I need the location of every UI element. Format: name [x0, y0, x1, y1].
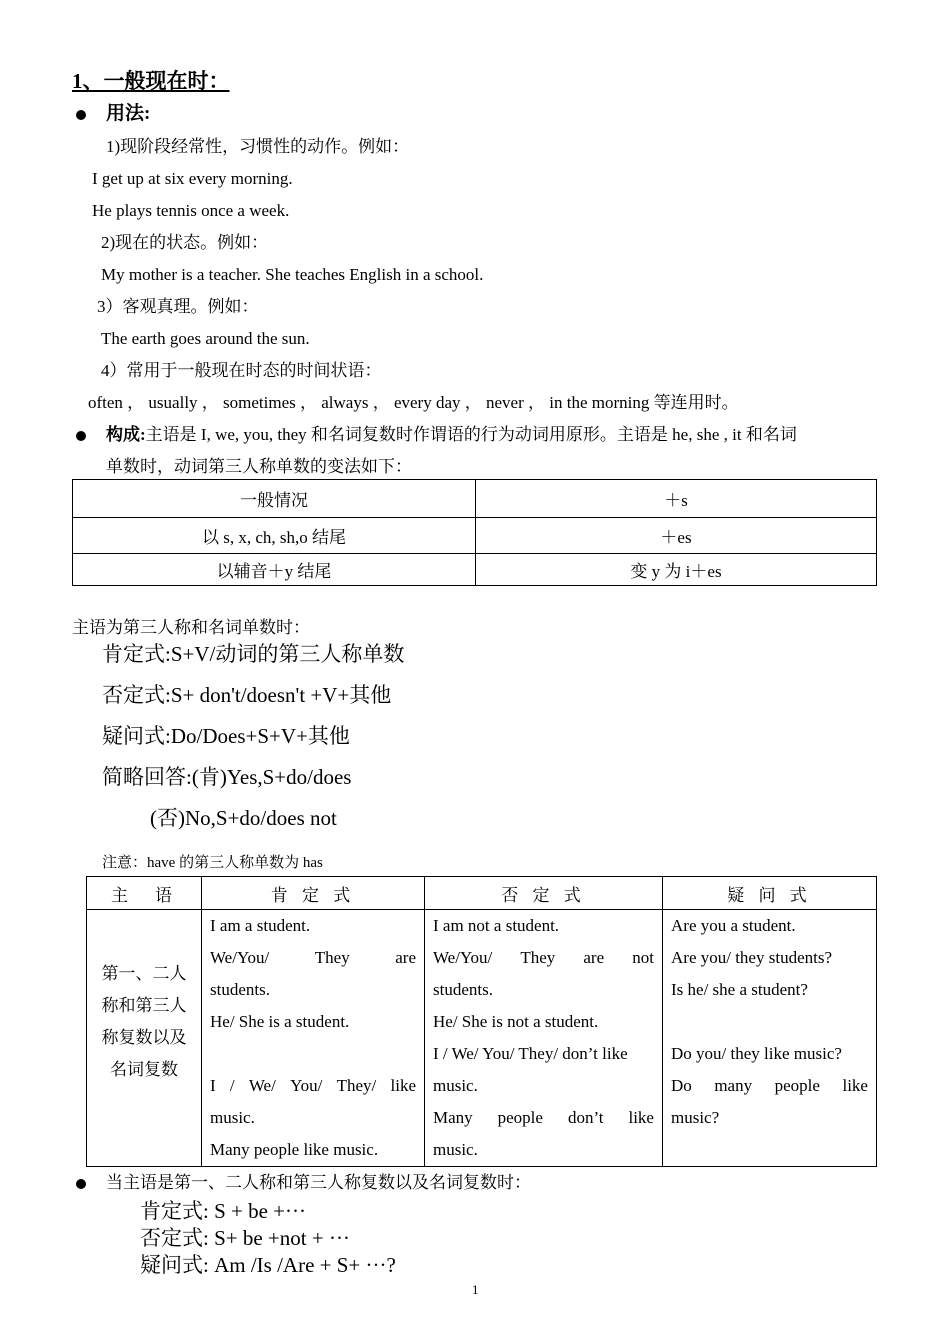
cell-line: music. [433, 1076, 478, 1095]
cell-line: Are you/ they students? [671, 948, 832, 967]
subject-line: 名词复数 [110, 1060, 178, 1079]
cell-line: music. [210, 1108, 255, 1127]
subject-cell [87, 910, 202, 1167]
cell-line: I / We/ You/ They/ don’t like [433, 1044, 628, 1063]
plural-intro: 当主语是第一、二人称和第三人称复数以及名词复数时： [106, 1173, 531, 1192]
table-cell: ＋s [476, 480, 877, 518]
word: / [229, 1076, 235, 1095]
usage-item: 2)现在的状态。例如： [101, 233, 269, 252]
subject-line: 称和第三人 [101, 996, 187, 1015]
question-form: 疑问式:Do/Does+S+V+其他 [102, 724, 350, 748]
usage-item: The earth goes around the sun. [101, 329, 310, 348]
word: are [583, 948, 605, 967]
question-cell [663, 910, 877, 1167]
cell-line [433, 1102, 654, 1134]
word: Many [433, 1108, 473, 1127]
usage-heading: 用法: [106, 103, 151, 124]
word: like [628, 1108, 654, 1127]
cell-line: He/ She is not a student. [433, 1012, 599, 1031]
verb-rule-table [72, 479, 877, 586]
bullet-icon [76, 1179, 86, 1189]
cell-line [433, 942, 654, 974]
subject-line: 称复数以及 [101, 1028, 187, 1047]
table-cell: 一般情况 [73, 480, 476, 518]
cell-line [210, 942, 416, 974]
subject-line: 第一、二人 [101, 964, 187, 983]
short-answer-no: (否)No,S+do/does not [150, 806, 337, 830]
table-cell: 以 s, x, ch, sh,o 结尾 [73, 518, 476, 554]
word: are [395, 948, 416, 967]
page-number: 1 [472, 1282, 479, 1297]
short-answer-yes: 简略回答:(肯)Yes,S+do/does [102, 765, 352, 789]
word: You/ [290, 1076, 323, 1095]
usage-item: 1)现阶段经常性，习惯性的动作。例如： [106, 137, 410, 156]
third-person-intro: 主语为第三人称和名词单数时： [72, 618, 310, 637]
affirmative-cell [202, 910, 425, 1167]
usage-item: My mother is a teacher. She teaches English in a school. [101, 265, 484, 284]
word: don’t [567, 1108, 604, 1127]
word: We/You/ [210, 948, 270, 967]
word: I [210, 1076, 216, 1095]
note: 注意：have 的第三人称单数为 has [102, 855, 323, 871]
table-row [73, 518, 877, 554]
usage-item: 4）常用于一般现在时态的时间状语： [101, 361, 382, 380]
plural-question: 疑问式: Am /Is /Are + S+ ···? [140, 1253, 396, 1277]
cell-line: Do you/ they like music? [671, 1044, 842, 1063]
table-row [73, 480, 877, 518]
cell-line: I am not a student. [433, 916, 560, 935]
table-cell: 以辅音＋y 结尾 [73, 554, 476, 586]
bullet-icon [76, 110, 86, 120]
word: They/ [336, 1076, 377, 1095]
bullet-icon [76, 431, 86, 441]
word: people [497, 1108, 543, 1127]
cell-line: He/ She is a student. [210, 1012, 350, 1031]
word: like [842, 1076, 868, 1095]
structure-line-2: 单数时，动词第三人称单数的变法如下： [106, 457, 412, 476]
cell-line: Is he/ she a student? [671, 980, 808, 999]
usage-item: 3）客观真理。例如： [97, 297, 259, 316]
structure-heading: 构成: [106, 425, 146, 444]
negative-cell [425, 910, 663, 1167]
plural-negative: 否定式: S+ be +not + ··· [140, 1226, 350, 1250]
word: We/ [248, 1076, 276, 1095]
table-header-cell: 否 定 式 [425, 877, 663, 910]
cell-line: I am a student. [210, 916, 311, 935]
table-row [73, 554, 877, 586]
plural-affirmative: 肯定式: S + be +··· [140, 1199, 307, 1223]
table-cell: 变 y 为 i＋es [476, 554, 877, 586]
word: They [314, 948, 350, 967]
word: people [774, 1076, 820, 1095]
usage-item: often ， usually ， sometimes ， always ， every day ， never ， in the morning 等连用时。 [88, 393, 739, 412]
affirmative-form: 肯定式:S+V/动词的第三人称单数 [102, 642, 405, 666]
word: not [632, 948, 654, 967]
table-row [87, 910, 877, 1167]
word: They [520, 948, 556, 967]
cell-line [210, 1070, 416, 1102]
table-header-row [87, 877, 877, 910]
structure-text: 主语是 I, we, you, they 和名词复数时作谓语的行为动词用原形。主语是 he, she , it 和名词 [145, 425, 797, 444]
cell-line: students. [433, 980, 493, 999]
be-verb-table [86, 876, 877, 1167]
usage-item: I get up at six every morning. [92, 169, 293, 188]
word: like [390, 1076, 416, 1095]
usage-item: He plays tennis once a week. [92, 201, 290, 220]
cell-line: Many people like music. [210, 1140, 379, 1159]
table-header-cell: 主 语 [87, 877, 202, 910]
table-cell: ＋es [476, 518, 877, 554]
structure-line-1 [106, 425, 797, 445]
cell-line [671, 1070, 868, 1102]
word: Do [671, 1076, 692, 1095]
page-title: 1、一般现在时： [72, 69, 230, 93]
cell-line: Are you a student. [671, 916, 796, 935]
cell-line: music. [433, 1140, 478, 1159]
word: many [714, 1076, 753, 1095]
table-header-cell: 肯 定 式 [202, 877, 425, 910]
cell-line: music? [671, 1108, 720, 1127]
table-header-cell: 疑 问 式 [663, 877, 877, 910]
cell-line: students. [210, 980, 270, 999]
word: We/You/ [433, 948, 493, 967]
negative-form: 否定式:S+ don't/doesn't +V+其他 [102, 683, 392, 707]
